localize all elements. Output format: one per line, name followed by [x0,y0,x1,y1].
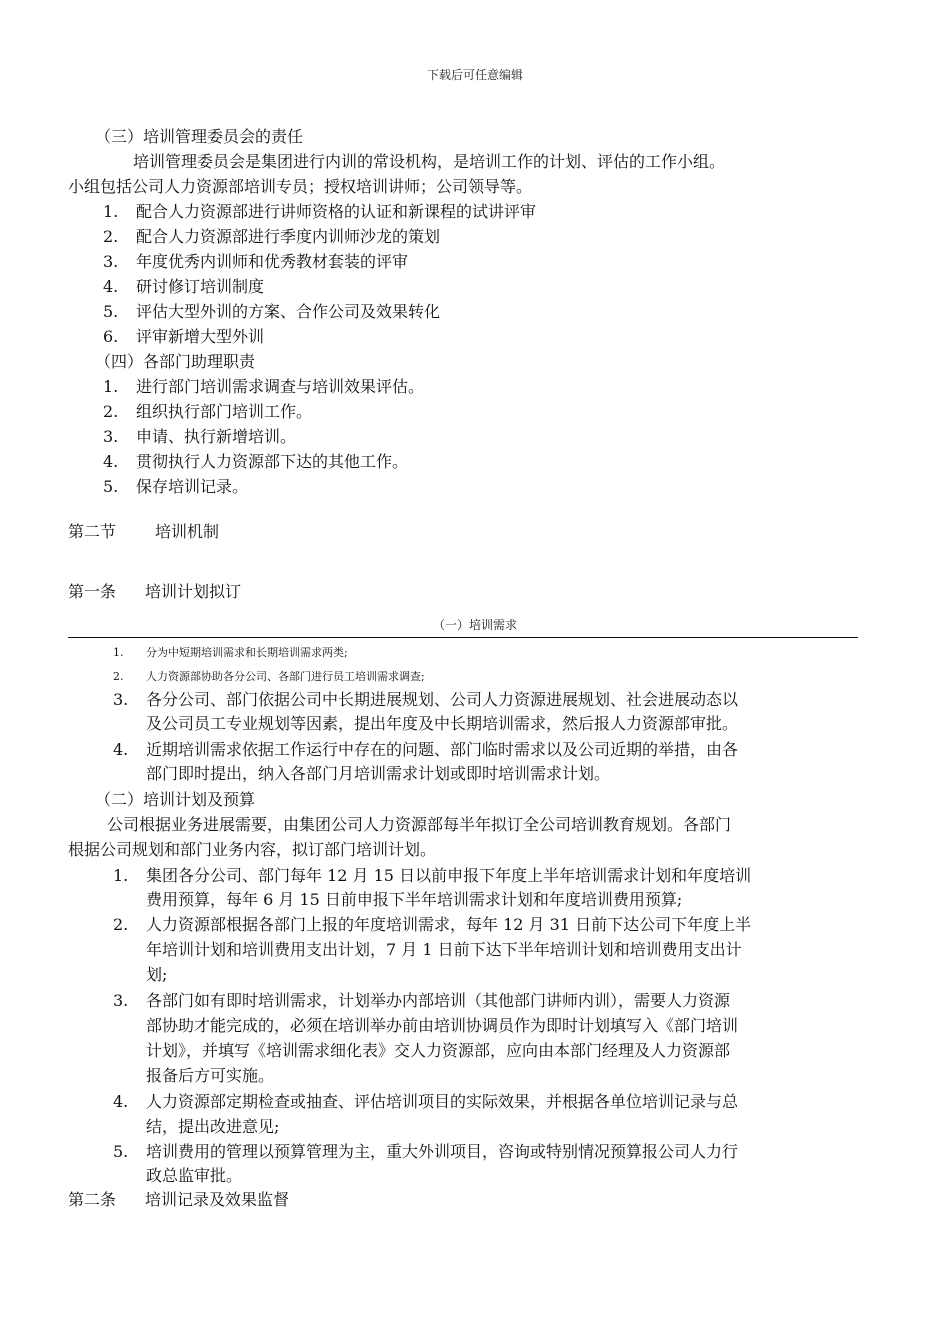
paragraph: 培训管理委员会是集团进行内训的常设机构，是培训工作的计划、评估的工作小组。 [133,152,726,171]
list-item: 5. 保存培训记录。 [103,477,249,496]
paragraph: 公司根据业务进展需要，由集团公司人力资源部每半年拟订全公司培训教育规划。各部门 [107,815,732,834]
list-item: 4. 人力资源部定期检查或抽查、评估培训项目的实际效果，并根据各单位培训记录与总 [113,1092,739,1111]
list-item-continued: 计划》，并填写《培训需求细化表》交人力资源部，应向由本部门经理及人力资源部 [146,1041,731,1060]
section-title: 第二节 培训机制 [68,522,220,541]
list-item-continued: 政总监审批。 [146,1166,243,1185]
list-item-continued: 划; [146,965,168,984]
divider [68,637,858,638]
subsection-heading-needs: （一）培训需求 [432,618,517,632]
list-item: 3. 各部门如有即时培训需求，计划举办内部培训（其他部门讲师内训），需要人力资源 [113,991,731,1010]
list-item-continued: 结，提出改进意见; [146,1117,280,1136]
list-item: 5. 培训费用的管理以预算管理为主，重大外训项目，咨询或特别情况预算报公司人力行 [113,1142,739,1161]
article-title: 第二条 培训记录及效果监督 [68,1190,290,1209]
section-heading-3: （三）培训管理委员会的责任 [95,127,304,146]
article-title: 第一条 培训计划拟订 [68,582,242,601]
list-item: 1. 集团各分公司、部门每年 12 月 15 日以前申报下年度上半年培训需求计划和年度培训 [113,866,752,885]
list-item: 5. 评估大型外训的方案、合作公司及效果转化 [103,302,441,321]
section-heading-4: （四）各部门助理职责 [95,352,256,371]
list-item: 2. 组织执行部门培训工作。 [103,402,313,421]
list-item-continued: 部门即时提出，纳入各部门月培训需求计划或即时培训需求计划。 [146,764,611,783]
list-item: 6. 评审新增大型外训 [103,327,265,346]
list-item: 4. 研讨修订培训制度 [103,277,265,296]
list-item: 1. 进行部门培训需求调查与培训效果评估。 [103,377,425,396]
list-item: 1. 配合人力资源部进行讲师资格的认证和新课程的试讲评审 [103,202,537,221]
list-item-continued: 及公司员工专业规划等因素，提出年度及中长期培训需求，然后报人力资源部审批。 [146,714,739,733]
paragraph: 根据公司规划和部门业务内容，拟订部门培训计划。 [68,840,437,859]
list-item-continued: 报备后方可实施。 [146,1066,275,1085]
paragraph: 小组包括公司人力资源部培训专员；授权培训讲师；公司领导等。 [68,177,533,196]
list-item: 4. 近期培训需求依据工作运行中存在的问题、部门临时需求以及公司近期的举措，由各 [113,740,739,759]
list-item: 4. 贯彻执行人力资源部下达的其他工作。 [103,452,409,471]
list-item: 2. 人力资源部根据各部门上报的年度培训需求，每年 12 月 31 日前下达公司下年度上半 [113,915,752,934]
page-header: 下载后可任意编辑 [426,68,523,82]
list-item: 2. 配合人力资源部进行季度内训师沙龙的策划 [103,227,441,246]
list-item: 3. 年度优秀内训师和优秀教材套装的评审 [103,252,409,271]
list-item: 3. 各分公司、部门依据公司中长期进展规划、公司人力资源进展规划、社会进展动态以 [113,690,739,709]
subsection-heading-plan: （二）培训计划及预算 [95,790,256,809]
list-item: 1. 分为中短期培训需求和长期培训需求两类; [113,646,348,659]
list-item: 3. 申请、执行新增培训。 [103,427,297,446]
list-item: 2. 人力资源部协助各分公司、各部门进行员工培训需求调查; [113,670,425,683]
list-item-continued: 年培训计划和培训费用支出计划，7 月 1 日前下达下半年培训计划和培训费用支出计 [146,940,742,959]
list-item-continued: 费用预算，每年 6 月 15 日前申报下半年培训需求计划和年度培训费用预算; [146,890,683,909]
list-item-continued: 部协助才能完成的，必须在培训举办前由培训协调员作为即时计划填写入《部门培训 [146,1016,739,1035]
